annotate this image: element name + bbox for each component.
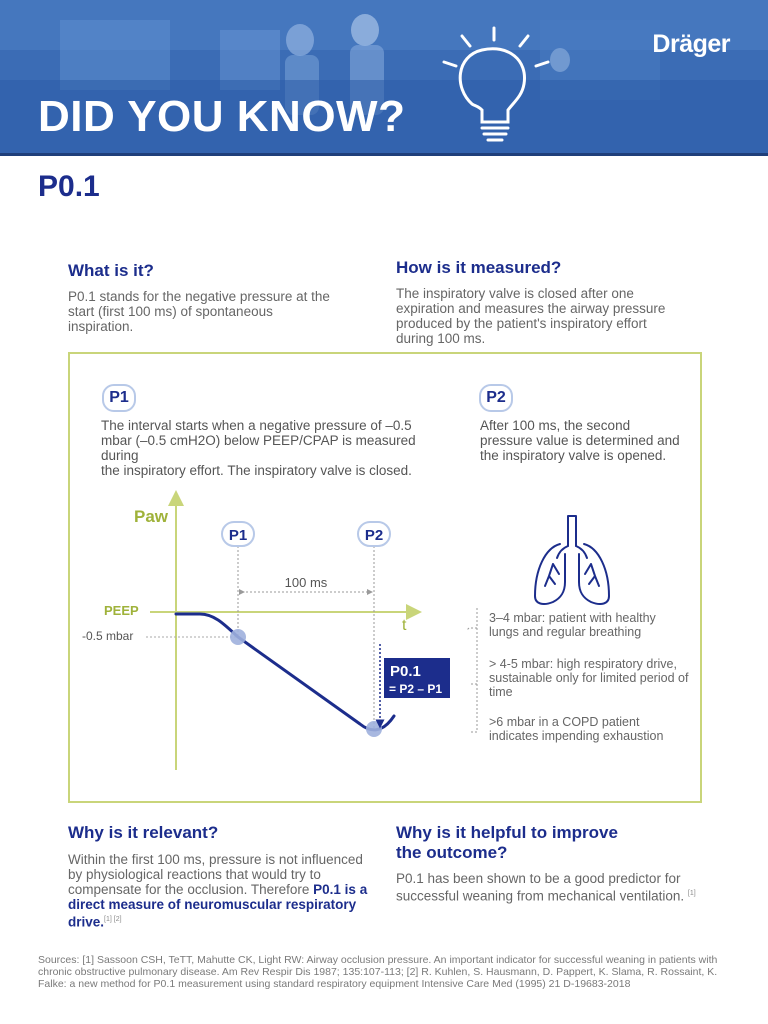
p1-marker-label: P1 bbox=[228, 527, 248, 544]
sources-footnote: Sources: [1] Sassoon CSH, TeTT, Mahutte CK, Light RW: Airway occlusion pressure. An important indicator for successful weaning in patients with chronic obstructive pulmonary disease. Am Rev Respir Dis 1987; 135:107-113; [2] R. Kuhlen, S. Hausmann, D. Pappert, K. Slama, R. Rossaint, K. Falke: a new method for P0.1 measurement using standard respiratory equipment Intensive Care Med (1995) 21 D-19683-2018 bbox=[38, 954, 718, 990]
helpful-body: P0.1 has been shown to be a good predictor for successful weaning from mechanical ventilation. bbox=[396, 871, 685, 904]
helpful-text bbox=[396, 871, 726, 904]
p1-text-line: the inspiratory effort. The inspiratory valve is closed. bbox=[101, 463, 412, 478]
headline: DID YOU KNOW? bbox=[38, 92, 406, 141]
peep-label: PEEP bbox=[104, 603, 139, 618]
page-title: P0.1 bbox=[38, 170, 100, 203]
what-heading: What is it? bbox=[68, 261, 154, 280]
y-axis-label: Paw bbox=[134, 507, 169, 526]
helpful-heading-line1: Why is it helpful to improve bbox=[396, 823, 618, 842]
outcome-item: 3–4 mbar: patient with healthy lungs and regular breathing bbox=[489, 611, 656, 639]
p1-text-line: during bbox=[101, 448, 139, 463]
p2-text: After 100 ms, the second pressure value is determined and the inspiratory valve is opened. bbox=[480, 418, 680, 463]
why-body: Within the first 100 ms, pressure is not influenced by physiological reactions that would try to compensate for the occlusion. Therefore bbox=[68, 852, 363, 897]
why-heading: Why is it relevant? bbox=[68, 823, 219, 842]
p2-marker-label: P2 bbox=[364, 527, 384, 544]
below-label: -0.5 mbar bbox=[82, 629, 134, 643]
why-refs: [1] [2] bbox=[104, 916, 122, 923]
p1-badge: P1 bbox=[102, 384, 136, 412]
p1-text-line: The interval starts when a negative pressure of –0.5 bbox=[101, 418, 412, 433]
pressure-curve bbox=[176, 614, 394, 730]
p2-badge: P2 bbox=[479, 384, 513, 412]
brand-logo: Dräger bbox=[652, 30, 730, 58]
p2-point bbox=[366, 721, 382, 737]
how-heading: How is it measured? bbox=[396, 258, 562, 277]
p1-point bbox=[230, 629, 246, 645]
helpful-heading-line2: the outcome? bbox=[396, 843, 508, 862]
p1-text-line: mbar (–0.5 cmH2O) below PEEP/CPAP is measured bbox=[101, 433, 416, 448]
outcome-item: > 4-5 mbar: high respiratory drive, sustainable only for limited period of time bbox=[489, 657, 689, 699]
formula-title: P0.1 bbox=[390, 663, 421, 680]
what-text: P0.1 stands for the negative pressure at the start (first 100 ms) of spontaneous inspiration. bbox=[68, 289, 330, 334]
why-text bbox=[68, 852, 380, 930]
outcome-item: >6 mbar in a COPD patient indicates impending exhaustion bbox=[489, 715, 664, 743]
why-emphasis: P0.1 is a direct measure of neuromuscular respiratory drive. bbox=[68, 882, 368, 930]
helpful-ref: [1] bbox=[687, 890, 696, 897]
how-text: The inspiratory valve is closed after one expiration and measures the airway pressure produced by the patient's inspiratory effort during 100 ms. bbox=[396, 286, 666, 346]
x-axis-label: t bbox=[402, 617, 407, 634]
formula-text: = P2 – P1 bbox=[389, 682, 443, 696]
interval-label: 100 ms bbox=[284, 575, 328, 590]
helpful-heading bbox=[396, 823, 618, 863]
